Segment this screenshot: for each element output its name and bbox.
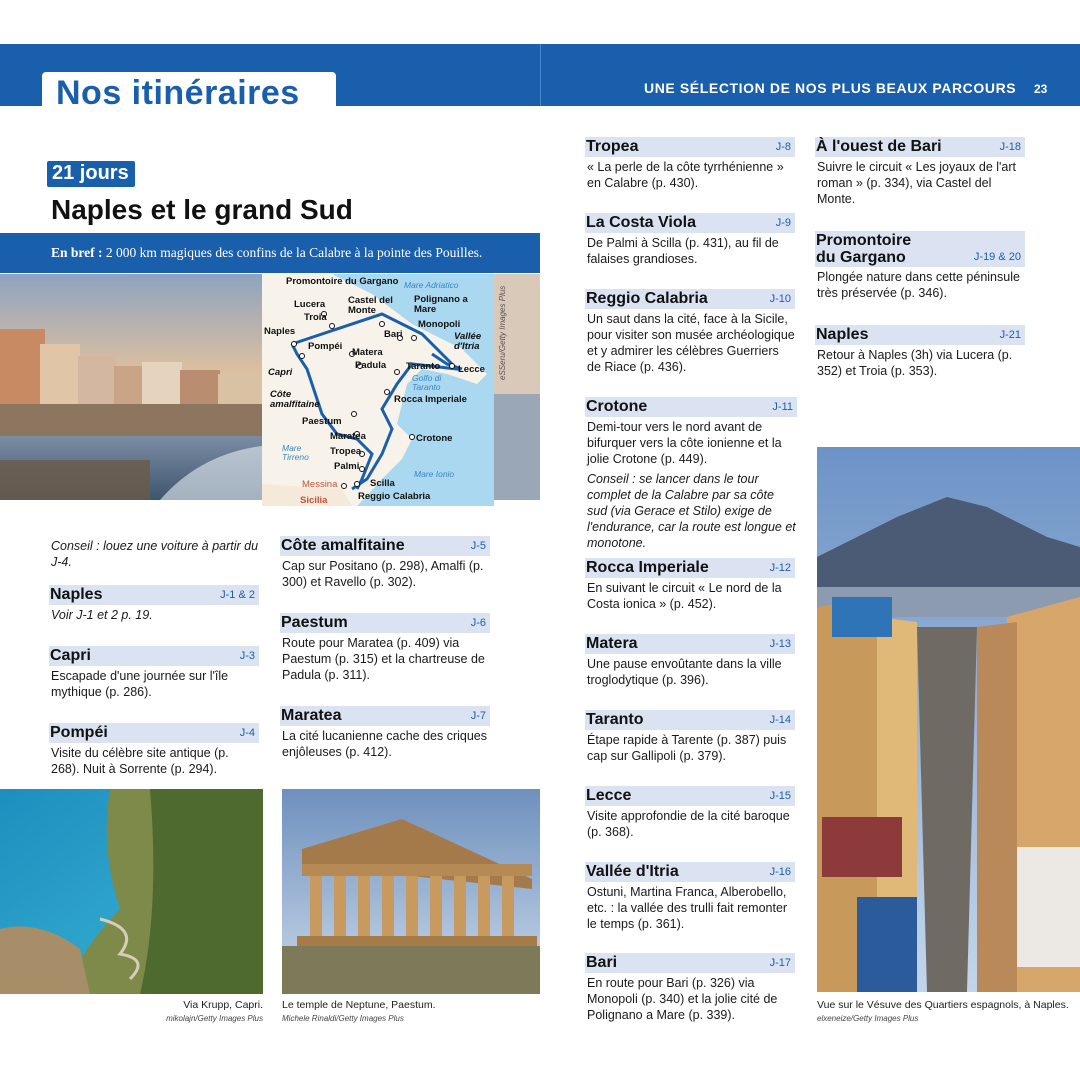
map-sea-label: Mare Tirreno xyxy=(282,443,309,462)
stop-name: Promontoire du Gargano xyxy=(816,232,912,266)
map-credit: eSSeru/Getty Images Plus xyxy=(498,285,507,380)
stop-day: J-13 xyxy=(769,638,791,650)
stop-name: La Costa Viola xyxy=(586,214,696,231)
stop-name: Lecce xyxy=(586,787,632,804)
stop-section xyxy=(280,536,490,590)
stop-text: En route pour Bari (p. 326) via Monopoli (p. 340) et la jolie cité de Polignano a Mare (p. 339). xyxy=(587,976,778,1022)
naples-photo xyxy=(817,447,1080,992)
stop-day: J-12 xyxy=(769,562,791,574)
stop-name: Reggio Calabria xyxy=(586,290,708,307)
stop-section xyxy=(585,786,795,840)
map-label: Messina xyxy=(302,479,338,490)
map-label: Scilla xyxy=(370,478,395,489)
stop-day: J-6 xyxy=(470,617,486,629)
map-sea-label: Mare Adriatico xyxy=(404,280,459,290)
stop-day: J-8 xyxy=(775,141,791,153)
stop-day: J-16 xyxy=(769,866,791,878)
stop-section xyxy=(585,137,795,191)
map-label: Vallée d'Itria xyxy=(454,331,482,352)
map-label: Sicilia xyxy=(300,495,328,506)
stop-day: J-9 xyxy=(775,217,791,229)
stop-day: J-18 xyxy=(999,141,1021,153)
stop-day: J-1 & 2 xyxy=(220,589,255,601)
stop-section xyxy=(585,862,795,932)
stop-text: Route pour Maratea (p. 409) via Paestum (p. 315) et la chartreuse de Padula (p. 311). xyxy=(282,636,485,682)
map-label: Côte amalfitaine xyxy=(270,389,320,410)
duration-tag: 21 jours xyxy=(47,161,135,187)
stop-text: Plongée nature dans cette péninsule très préservée (p. 346). xyxy=(817,270,1020,300)
town-photo xyxy=(0,274,262,500)
capri-photo xyxy=(0,789,263,994)
map-label: Tropea xyxy=(330,446,362,457)
map-label: Reggio Calabria xyxy=(358,491,431,502)
stop-day: J-21 xyxy=(999,329,1021,341)
stop-name: Paestum xyxy=(281,614,348,631)
stop-text: En suivant le circuit « Le nord de la Costa ionica » (p. 452). xyxy=(587,581,782,611)
stop-day: J-15 xyxy=(769,790,791,802)
stop-name: À l'ouest de Bari xyxy=(816,138,942,155)
itinerary-title: Naples et le grand Sud xyxy=(51,194,353,225)
stop-day: J-3 xyxy=(239,650,255,662)
stop-day: J-5 xyxy=(470,540,486,552)
map-label: Palmi xyxy=(334,461,360,472)
stop-section xyxy=(815,325,1025,379)
stop-name: Crotone xyxy=(586,398,648,415)
stop-name: Rocca Imperiale xyxy=(586,559,709,576)
map-label: Lecce xyxy=(458,364,485,375)
stop-name: Matera xyxy=(586,635,638,652)
stop-text: Étape rapide à Tarente (p. 387) puis cap sur Gallipoli (p. 379). xyxy=(587,733,787,763)
map-label: Maratea xyxy=(330,431,366,442)
page-number: 23 xyxy=(1034,82,1048,96)
stop-text: Demi-tour vers le nord avant de bifurquer vers la côte ionienne et la jolie Crotone (p. 449). xyxy=(587,420,782,466)
stop-advice: Conseil : se lancer dans le tour complet de la Calabre par sa côte sud (via Gerace et Stilo) exige de l'endurance, car la route est longue et monotone. xyxy=(587,472,796,550)
advice-intro: Conseil : louez une voiture à partir du J-4. xyxy=(51,539,259,569)
stop-section xyxy=(815,231,1025,301)
stop-text: Retour à Naples (3h) via Lucera (p. 352) et Troia (p. 353). xyxy=(817,348,1013,378)
map-label: Pompéi xyxy=(308,341,343,352)
route-map xyxy=(262,274,494,506)
stop-day: J-14 xyxy=(769,714,791,726)
stop-text: La cité lucanienne cache des criques enjôleuses (p. 412). xyxy=(282,729,487,759)
stop-section xyxy=(585,213,795,267)
map-label: Naples xyxy=(264,326,296,337)
stop-name: Capri xyxy=(50,647,91,664)
stop-text: Visite du célèbre site antique (p. 268). Nuit à Sorrente (p. 294). xyxy=(51,746,229,776)
stop-day: J-10 xyxy=(769,293,791,305)
map-sea-label: Golfo di Taranto xyxy=(412,373,442,392)
stop-section xyxy=(585,953,795,1023)
map-label: Lucera xyxy=(294,299,326,310)
map-label: Castel del Monte xyxy=(348,295,393,316)
stop-name: Pompéi xyxy=(50,724,108,741)
stop-section xyxy=(49,723,259,777)
map-label: Promontoire du Gargano xyxy=(286,276,399,287)
map-sea-label: Mare Ionio xyxy=(414,469,455,479)
map-label: Capri xyxy=(268,367,293,378)
stop-text: Une pause envoûtante dans la ville troglodytique (p. 396). xyxy=(587,657,782,687)
page-title: Nos itinéraires xyxy=(56,74,300,112)
stop-day: J-17 xyxy=(769,957,791,969)
stop-text: Suivre le circuit « Les joyaux de l'art roman » (p. 334), via Castel del Monte. xyxy=(817,160,1017,206)
stop-day: J-4 xyxy=(239,727,255,739)
map-label: Troia xyxy=(304,312,327,323)
stop-name: Tropea xyxy=(586,138,639,155)
stop-section xyxy=(585,289,795,375)
stop-text: Ostuni, Martina Franca, Alberobello, etc. : la vallée des trulli fait remonter le temps (p. 361). xyxy=(587,885,788,931)
stop-text: Escapade d'une journée sur l'île mythique (p. 286). xyxy=(51,669,229,699)
stop-name: Naples xyxy=(816,326,869,343)
stop-section xyxy=(585,634,795,688)
stop-section xyxy=(585,558,795,612)
map-label: Matera xyxy=(352,347,383,358)
stop-section xyxy=(280,706,490,760)
map-label: Paestum xyxy=(302,416,342,427)
stop-text: Cap sur Positano (p. 298), Amalfi (p. 300) et Ravello (p. 302). xyxy=(282,559,484,589)
stop-text: De Palmi à Scilla (p. 431), au fil de falaises grandioses. xyxy=(587,236,779,266)
map-label: Padula xyxy=(355,360,387,371)
stop-name: Vallée d'Itria xyxy=(586,863,679,880)
brief-band xyxy=(0,233,540,273)
photo-caption: Le temple de Neptune, Paestum. Michele Rinaldi/Getty Images Plus xyxy=(282,999,436,1023)
map-label: Crotone xyxy=(416,433,453,444)
stop-day: J-19 & 20 xyxy=(973,251,1021,263)
map-label: Taranto xyxy=(406,361,441,372)
photo-caption: Vue sur le Vésuve des Quartiers espagnols, à Naples. elxeneize/Getty Images Plus xyxy=(817,999,1069,1023)
stop-name: Bari xyxy=(586,954,618,971)
photo-caption: Via Krupp, Capri. mikolajn/Getty Images Plus xyxy=(166,999,263,1023)
stop-name: Maratea xyxy=(281,707,342,724)
stop-text: Visite approfondie de la cité baroque (p. 368). xyxy=(587,809,790,839)
paestum-photo xyxy=(282,789,540,994)
brief-text: En bref : 2 000 km magiques des confins de la Calabre à la pointe des Pouilles. xyxy=(51,245,483,260)
stop-day: J-11 xyxy=(772,401,793,413)
running-header: UNE SÉLECTION DE NOS PLUS BEAUX PARCOURS xyxy=(644,80,1017,96)
map-label: Polignano a Mare xyxy=(414,294,468,315)
page-title-tab xyxy=(42,72,336,112)
map-label: Monopoli xyxy=(418,319,461,330)
stop-section xyxy=(815,137,1025,207)
stop-section xyxy=(585,710,795,764)
stop-name: Côte amalfitaine xyxy=(281,537,405,554)
stop-section xyxy=(49,646,259,700)
stop-section xyxy=(585,397,797,551)
stop-name: Naples xyxy=(50,586,103,603)
stop-name: Taranto xyxy=(586,711,644,728)
stop-text: « La perle de la côte tyrrhénienne » en Calabre (p. 430). xyxy=(587,160,784,190)
stop-section xyxy=(49,585,259,623)
stop-text: Voir J-1 et 2 p. 19. xyxy=(51,608,153,622)
stop-day: J-7 xyxy=(470,710,486,722)
stop-text: Un saut dans la cité, face à la Sicile, pour visiter son musée archéologique et y admirer les célèbres Guerriers de Riace (p. 436). xyxy=(587,312,795,374)
map-label: Bari xyxy=(384,329,403,340)
map-label: Rocca Imperiale xyxy=(394,394,467,405)
stop-section xyxy=(280,613,490,683)
